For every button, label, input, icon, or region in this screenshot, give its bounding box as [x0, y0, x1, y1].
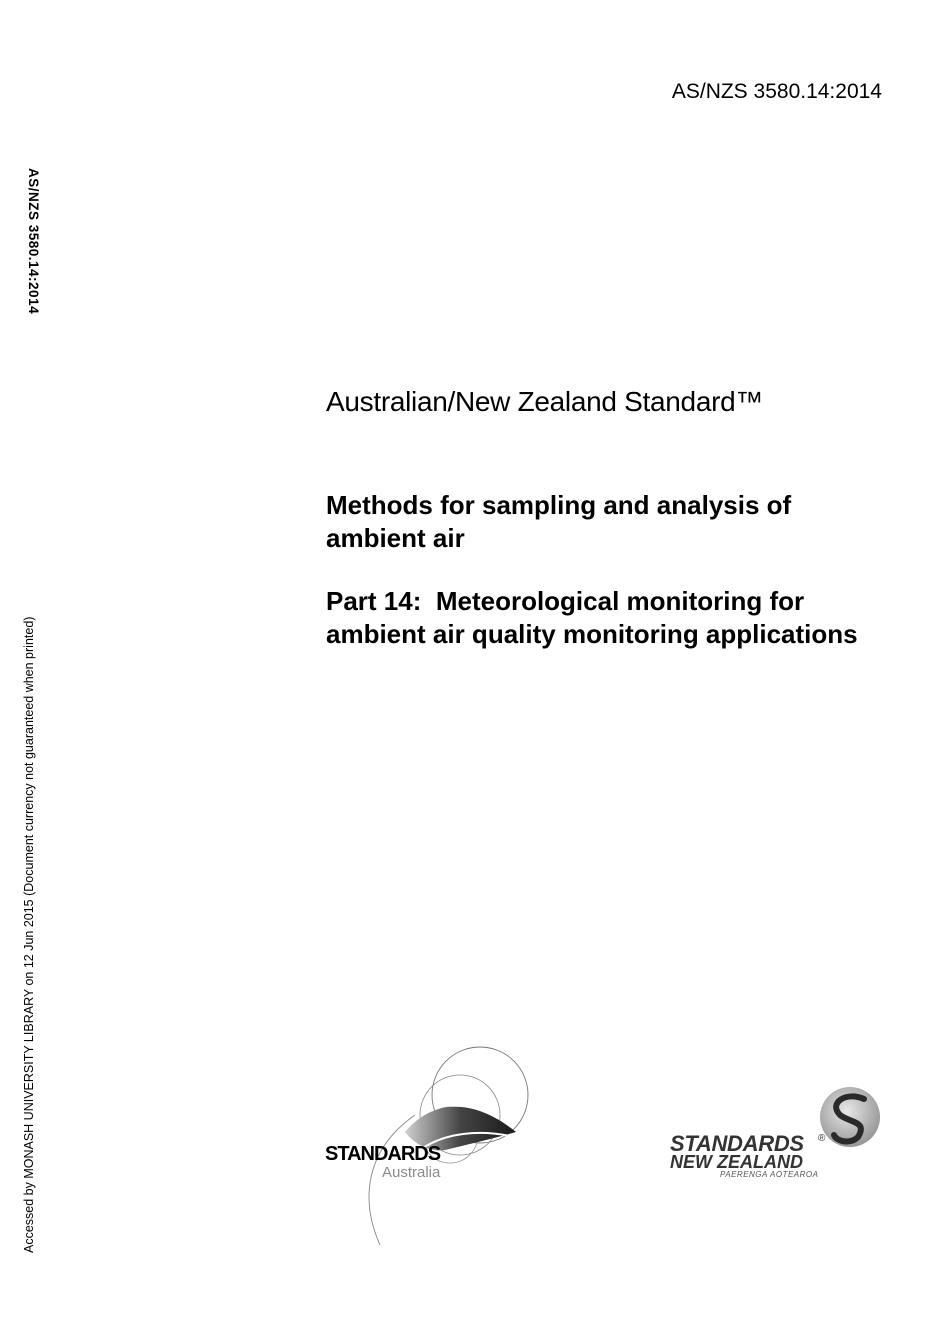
standards-australia-subword: Australia: [382, 1164, 441, 1181]
standards-australia-logo: [320, 1040, 540, 1255]
part-title: Part 14: Meteorological monitoring for ambient air quality monitoring applications: [326, 586, 858, 649]
spine-document-number: AS/NZS 3580.14:2014: [26, 168, 41, 315]
document-number: AS/NZS 3580.14:2014: [671, 80, 882, 103]
document-title: Methods for sampling and analysis of ambient air: [326, 490, 792, 553]
standards-new-zealand-subword: PAERENGA AOTEAROA: [720, 1170, 819, 1179]
standard-type: Australian/New Zealand Standard™: [326, 386, 764, 417]
access-note: Accessed by MONASH UNIVERSITY LIBRARY on 12 Jun 2015 (Document currency not guaranteed when printed): [22, 616, 36, 1253]
standards-new-zealand-logo: [668, 1085, 888, 1185]
standards-australia-word: STANDARDS: [325, 1143, 441, 1165]
new-zealand-word: NEW ZEALAND: [670, 1152, 803, 1172]
standards-new-zealand-word: STANDARDS: [670, 1131, 804, 1156]
registered-mark: ®: [818, 1133, 826, 1144]
